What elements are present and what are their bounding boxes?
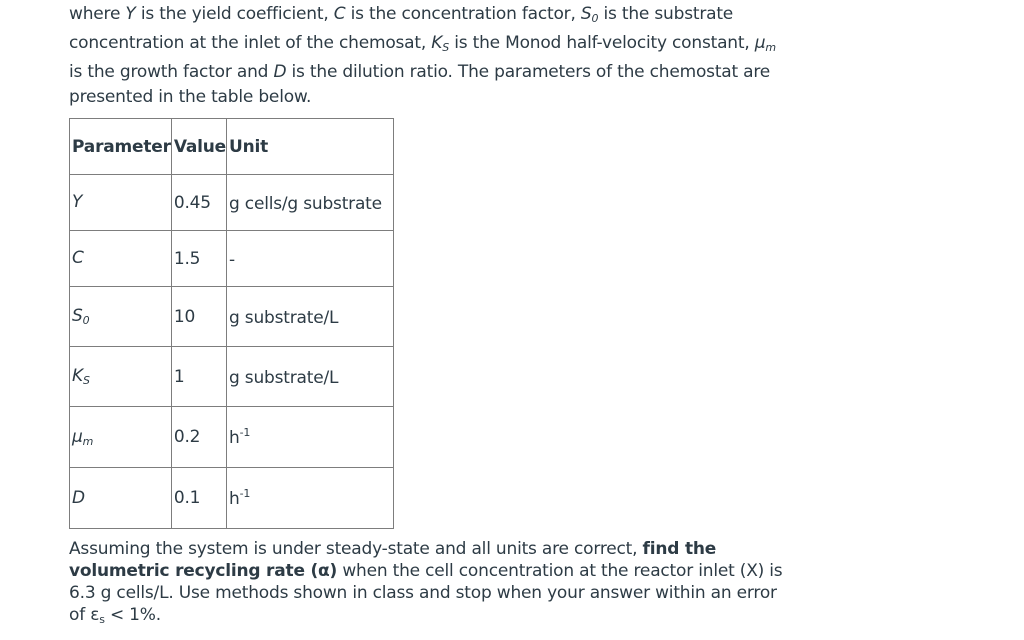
parameters-table	[69, 118, 394, 529]
intro-text: where	[69, 4, 126, 24]
symbol-k-subscript: S	[442, 41, 450, 54]
param-value: 0.45	[171, 175, 226, 231]
table-row	[70, 347, 394, 407]
question-text: when the cell concentration at the reactor inlet (X) is 6.3 g cells/L. Use methods shown in class and stop when your answer within an error of	[69, 561, 783, 625]
param-unit: $h^{-1}$	[227, 468, 394, 529]
question-text: Assuming the system is under steady-state and all units are correct,	[69, 539, 643, 559]
header-unit: Unit	[227, 119, 394, 175]
table-row	[70, 468, 394, 529]
symbol-epsilon-subscript: s	[99, 613, 105, 626]
intro-text: is the yield coefficient,	[135, 4, 334, 24]
param-value: 10	[171, 287, 226, 347]
symbol-s: S	[580, 4, 592, 24]
table-row	[70, 407, 394, 468]
question-text: < 1%.	[104, 605, 161, 625]
intro-text: is the substrate concentration at the inlet of the chemosat,	[69, 4, 734, 53]
param-symbol: $K_S$	[70, 347, 172, 407]
header-value: Value	[171, 119, 226, 175]
param-unit: g substrate/L	[227, 287, 394, 347]
table-row	[70, 287, 394, 347]
param-unit: -	[227, 231, 394, 287]
param-value: 1.5	[171, 231, 226, 287]
table-row	[70, 231, 394, 287]
symbol-s-subscript: 0	[591, 12, 599, 25]
table-header-row	[70, 119, 394, 175]
table-row	[70, 175, 394, 231]
param-unit: g cells/g substrate	[227, 175, 394, 231]
question-paragraph	[69, 538, 789, 631]
intro-text: is the concentration factor,	[345, 4, 581, 24]
param-symbol: C	[70, 231, 172, 287]
param-value: 0.2	[171, 407, 226, 468]
param-value: 1	[171, 347, 226, 407]
symbol-d: D	[273, 62, 287, 82]
question-emphasis: find the volumetric recycling rate (α)	[69, 539, 717, 581]
symbol-y: Y	[125, 4, 136, 24]
param-symbol: $S_0$	[70, 287, 172, 347]
param-unit: $h^{-1}$	[227, 407, 394, 468]
param-value: 0.1	[171, 468, 226, 529]
param-unit: g substrate/L	[227, 347, 394, 407]
param-symbol: D	[70, 468, 172, 529]
intro-text: is the dilution ratio. The parameters of the chemostat are presented in the table below.	[69, 62, 771, 107]
intro-paragraph	[69, 2, 789, 110]
symbol-mu: μ	[754, 33, 766, 53]
param-symbol: Y	[70, 175, 172, 231]
symbol-c: C	[333, 4, 346, 24]
symbol-epsilon: ε	[90, 605, 100, 625]
header-parameter: Parameter	[70, 119, 172, 175]
intro-text: is the Monod half-velocity constant,	[449, 33, 755, 53]
symbol-k: K	[431, 33, 443, 53]
intro-text: is the growth factor and	[69, 62, 274, 82]
symbol-mu-subscript: m	[765, 41, 776, 54]
param-symbol: $\mu_m$	[70, 407, 172, 468]
